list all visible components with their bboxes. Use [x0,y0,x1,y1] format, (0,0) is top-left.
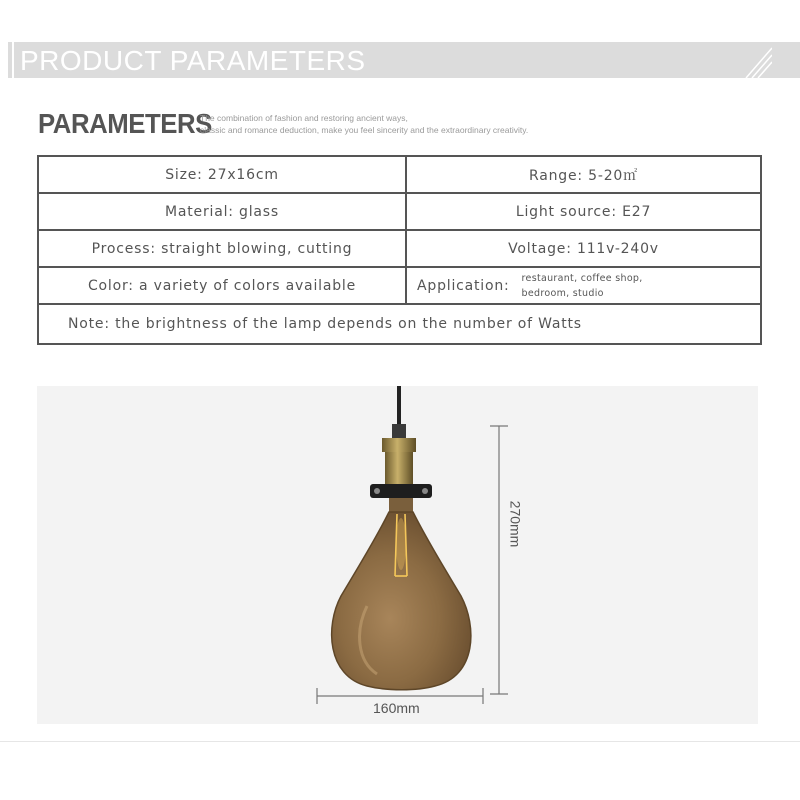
application-label: Application: [417,277,510,294]
slash-decoration-icon [732,42,772,78]
banner-bar [6,42,8,78]
spec-process: Process: straight blowing, cutting [39,231,407,266]
banner-title: PRODUCT PARAMETERS [20,45,366,76]
spec-color: Color: a variety of colors available [39,268,407,303]
spec-light-source: Light source: E27 [515,203,652,220]
spec-voltage: Voltage: 111v-240v [508,240,659,257]
width-dimension-label: 160mm [373,700,420,716]
parameters-heading: PARAMETERS [38,108,212,139]
application-value [522,271,643,301]
table-row [39,194,760,231]
pendant-lamp-illustration [37,386,758,724]
table-row [39,268,760,305]
spec-size: Size: 27x16cm [39,157,407,192]
spec-note: Note: the brightness of the lamp depends on the number of Watts [68,316,582,332]
application-line: restaurant, coffee shop, [521,272,643,284]
parameters-description [200,112,600,136]
description-line: The combination of fashion and restoring ancient ways, [200,113,408,123]
spec-material: Material: glass [39,194,407,229]
spec-application [407,268,760,303]
application-line: bedroom, studio [521,287,604,299]
banner [8,42,800,78]
divider [0,741,800,742]
height-dimension-label: 270mm [507,500,524,548]
spec-table [37,155,762,345]
description-line: classic and romance deduction, make you feel sincerity and the extraordinary creativity. [200,125,529,135]
spec-range: Range: 5-20㎡ [529,167,638,184]
banner-bar [12,42,14,78]
table-row [39,157,760,194]
table-row [39,305,760,343]
table-row [39,231,760,268]
product-photo [37,386,758,724]
